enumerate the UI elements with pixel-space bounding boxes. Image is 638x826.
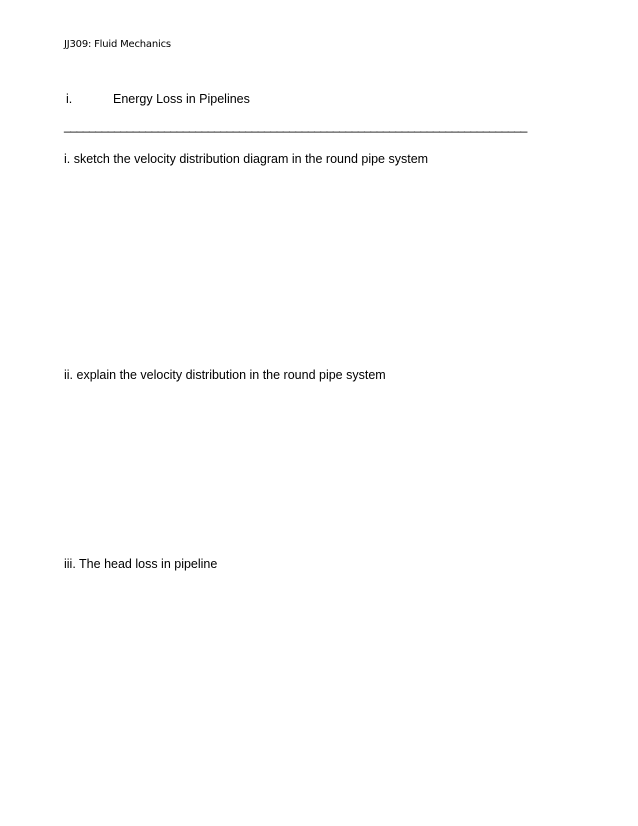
question-3: iii. The head loss in pipeline (64, 557, 218, 571)
section-title: Energy Loss in Pipelines (113, 92, 250, 106)
page-header: JJ309: Fluid Mechanics (64, 39, 171, 50)
question-2: ii. explain the velocity distribution in the round pipe system (64, 368, 386, 382)
section-number: i. (66, 92, 73, 106)
question-1: i. sketch the velocity distribution diagram in the round pipe system (64, 152, 429, 166)
divider-line: __________________________________________________________________________ (64, 119, 527, 133)
